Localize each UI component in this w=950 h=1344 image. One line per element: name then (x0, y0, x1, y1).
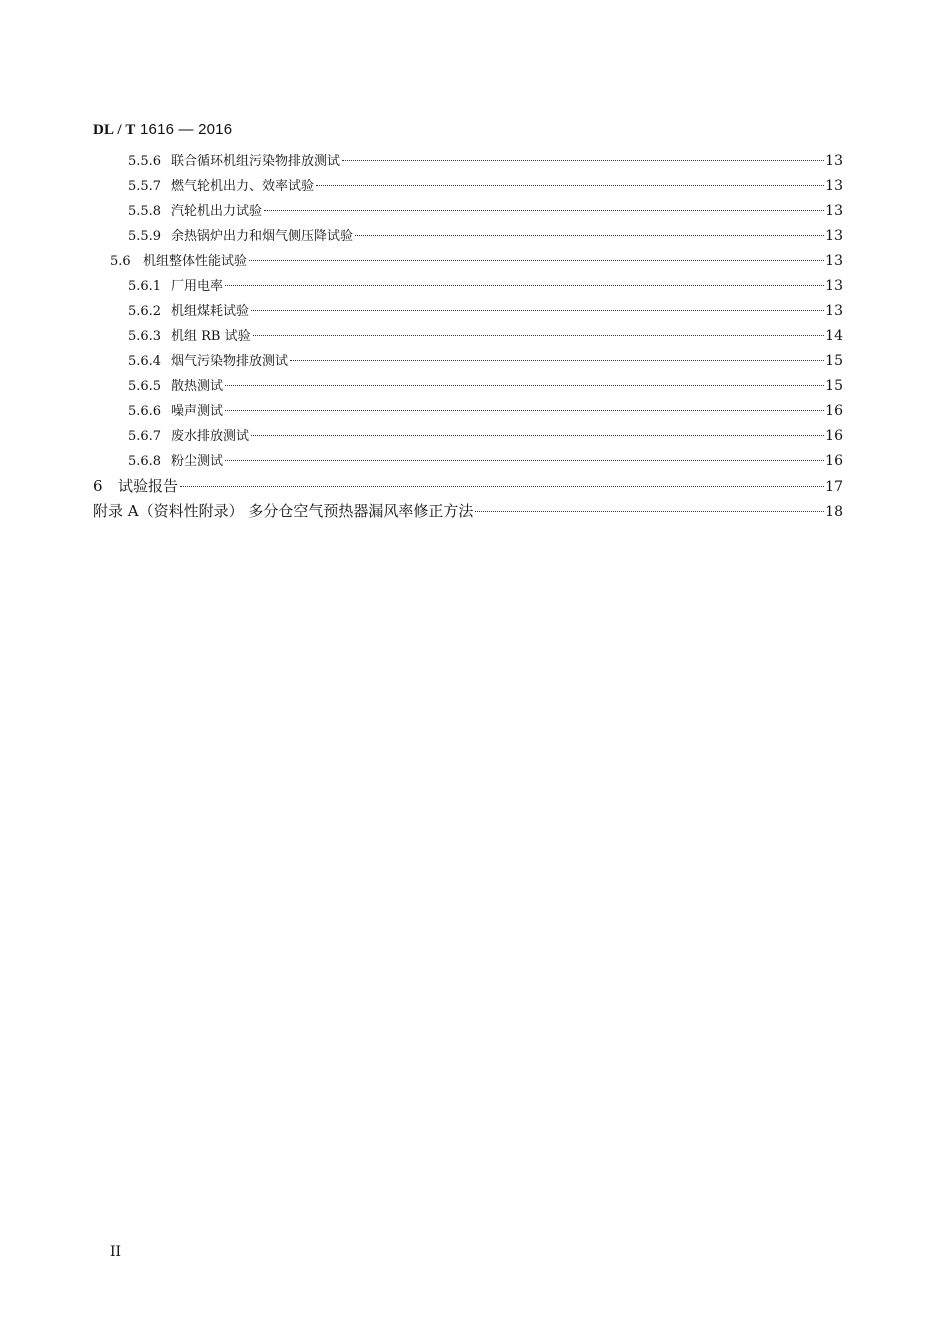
toc-entry-number: 5.6.8 (128, 454, 162, 469)
toc-entry-title: 联合循环机组污染物排放测试 (171, 154, 341, 169)
toc-entry[interactable] (128, 275, 843, 294)
toc-entry-title: 废水排放测试 (171, 429, 250, 444)
toc-entry-number: 5.6.5 (128, 379, 162, 394)
toc-entry-title: 散热测试 (171, 379, 224, 394)
toc-entry[interactable] (128, 450, 843, 469)
toc-entry-number: 5.5.7 (128, 179, 162, 194)
toc-entry[interactable] (128, 325, 843, 344)
toc-entry-page: 13 (825, 153, 843, 169)
toc-entry-number: 5.6.1 (128, 279, 162, 294)
toc-leader-dots (316, 185, 824, 186)
toc-entry[interactable] (110, 250, 843, 269)
toc-entry-number: 5.5.8 (128, 204, 162, 219)
toc-entry-title: 附录 A（资料性附录） 多分仓空气预热器漏风率修正方法 (93, 502, 474, 520)
document-header (93, 121, 232, 139)
toc-entry-title: 厂用电率 (171, 279, 224, 294)
toc-entry-number: 5.6.4 (128, 354, 162, 369)
toc-entry-page: 13 (825, 228, 843, 244)
toc-entry-page: 16 (825, 453, 843, 469)
toc-entry[interactable] (128, 200, 843, 219)
toc-entry[interactable] (128, 350, 843, 369)
toc-entry-number: 5.5.6 (128, 154, 162, 169)
toc-entry-title: 余热锅炉出力和烟气侧压降试验 (171, 229, 354, 244)
toc-leader-dots (253, 335, 825, 336)
toc-entry-title: 试验报告 (118, 477, 179, 495)
toc-entry[interactable] (128, 375, 843, 394)
toc-entry-page: 17 (825, 479, 843, 495)
toc-entry-page: 15 (825, 353, 843, 369)
toc-entry-title: 燃气轮机出力、效率试验 (171, 179, 315, 194)
toc-entry-title: 粉尘测试 (171, 454, 224, 469)
toc-entry[interactable] (128, 425, 843, 444)
toc-entry[interactable] (93, 475, 843, 496)
toc-leader-dots (180, 486, 824, 487)
toc-entry-number: 5.6.6 (128, 404, 162, 419)
toc-leader-dots (225, 285, 824, 286)
toc-entry-title: 汽轮机出力试验 (171, 204, 263, 219)
toc-leader-dots (251, 310, 824, 311)
toc-entry-page: 16 (825, 403, 843, 419)
toc-entry[interactable] (128, 400, 843, 419)
standard-code: 1616 — 2016 (135, 121, 233, 138)
toc-entry[interactable] (128, 175, 843, 194)
toc-entry-number: 5.6.2 (128, 304, 162, 319)
toc-entry-page: 13 (825, 303, 843, 319)
toc-entry-page: 18 (825, 504, 843, 520)
toc-entry-number: 6 (93, 477, 103, 495)
toc-entry[interactable] (93, 500, 843, 521)
toc-entry[interactable] (128, 150, 843, 169)
toc-entry[interactable] (128, 300, 843, 319)
toc-entry-page: 13 (825, 178, 843, 194)
toc-leader-dots (249, 260, 824, 261)
toc-entry-page: 13 (825, 203, 843, 219)
toc-entry-title: 噪声测试 (171, 404, 224, 419)
toc-entry-number: 5.6.3 (128, 329, 162, 344)
toc-leader-dots (355, 235, 824, 236)
toc-leader-dots (290, 360, 824, 361)
toc-leader-dots (225, 385, 824, 386)
toc-entry-title: 机组煤耗试验 (171, 304, 250, 319)
toc-entry-title: 机组 RB 试验 (171, 329, 251, 344)
toc-entry-number: 5.6.7 (128, 429, 162, 444)
toc-leader-dots (251, 435, 824, 436)
toc-leader-dots (342, 160, 824, 161)
toc-entry-page: 16 (825, 428, 843, 444)
toc-leader-dots (475, 511, 824, 512)
toc-entry-title: 烟气污染物排放测试 (171, 354, 289, 369)
toc-leader-dots (264, 210, 824, 211)
toc-entry-page: 13 (825, 278, 843, 294)
toc-entry-number: 5.5.9 (128, 229, 162, 244)
toc-entry[interactable] (128, 225, 843, 244)
toc-entry-title: 机组整体性能试验 (143, 254, 248, 269)
toc-entry-page: 14 (825, 328, 843, 344)
toc-entry-page: 15 (825, 378, 843, 394)
toc-leader-dots (225, 460, 824, 461)
toc-entry-number: 5.6 (110, 254, 131, 269)
toc-entry-page: 13 (825, 253, 843, 269)
page-number: II (110, 1244, 122, 1260)
toc-leader-dots (225, 410, 824, 411)
standard-prefix: DL / T (93, 122, 136, 138)
